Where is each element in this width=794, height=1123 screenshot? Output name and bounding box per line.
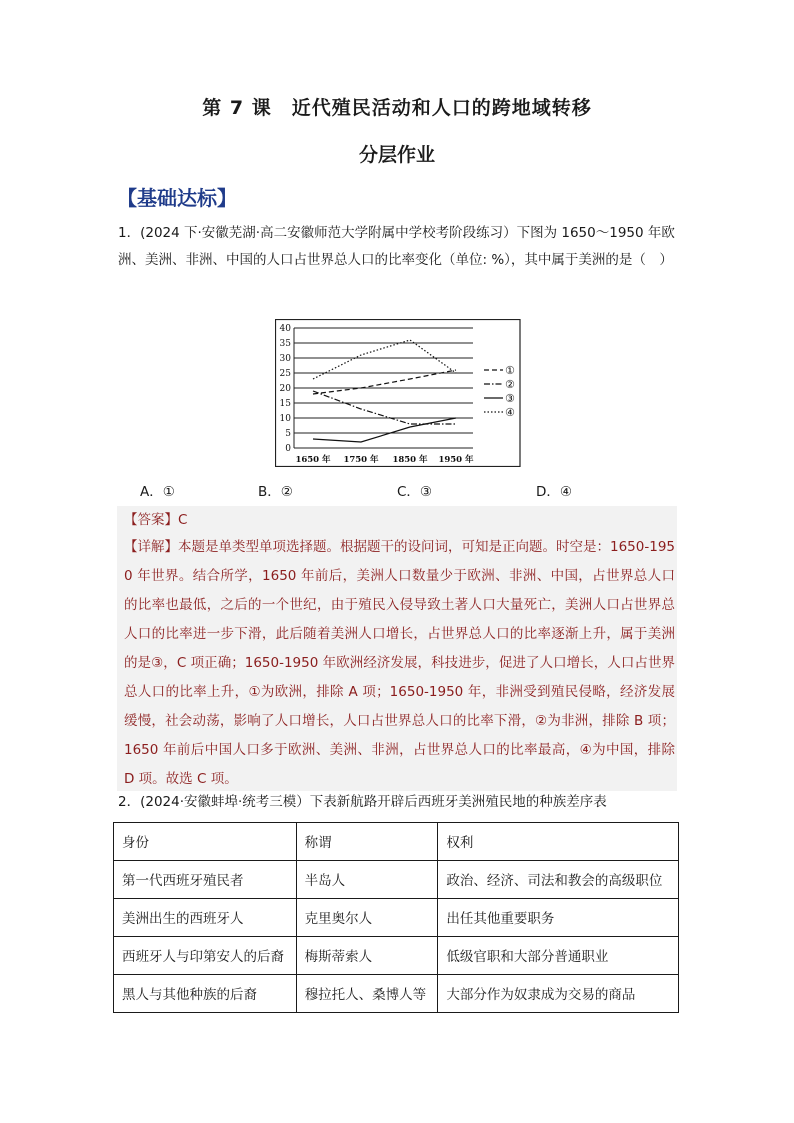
x-tick-label: 1650 年 — [295, 455, 331, 465]
answer-label: 【答案】C — [124, 512, 188, 528]
y-tick-label: 5 — [285, 429, 291, 439]
y-tick-label: 10 — [279, 414, 291, 424]
chart-svg — [275, 319, 521, 467]
table-cell: 出任其他重要职务 — [438, 899, 679, 937]
population-share-chart — [275, 319, 521, 467]
table-cell: 梅斯蒂索人 — [296, 937, 438, 975]
question-1-stem: 1．(2024 下·安徽芜湖·高二安徽师范大学附属中学校考阶段练习）下图为 1650～1950 年欧洲、美洲、非洲、中国的人口占世界总人口的比率变化（单位: %），其中属于美洲的是（ ） — [118, 225, 675, 268]
page-subtitle: 分层作业 — [358, 144, 435, 166]
table-row — [114, 937, 679, 975]
legend-label: ③ — [505, 392, 515, 405]
option-b[interactable]: B．② — [258, 484, 293, 500]
caste-table — [113, 822, 679, 1013]
table-cell: 西班牙人与印第安人的后裔 — [114, 937, 297, 975]
answer-explanation: 【详解】本题是单类型单项选择题。根据题干的设问词，可知是正向题。时空是：1650-1950 年世界。结合所学，1650 年前后，美洲人口数量少于欧洲、非洲、中国，占世界总人口的比率也最低，之后的一个世纪，由于殖民入侵导致土著人口大量死亡，美洲人口占世界总人口的比率进一步下滑，此后随着美洲人口增长，占世界总人口的比率逐渐上升，属于美洲的是③，C 项正确；1650-1950 年欧洲经济发展，科技进步，促进了人口增长，人口占世界总人口的比率上升，①为欧洲，排除 A 项；1650-1950 年，非洲受到殖民侵略，经济发展缓慢，社会动荡，影响了人口增长，人口占世界总人口的比率下滑，②为非洲，排除 B 项；1650 年前后中国人口多于欧洲、美洲、非洲，占世界总人口的比率最高，④为中国，排除 D 项。故选 C 项。 — [124, 539, 675, 787]
lesson-title-text: 近代殖民活动和人口的跨地域转移 — [291, 97, 592, 119]
y-tick-label: 20 — [279, 384, 291, 394]
y-tick-label: 35 — [279, 339, 291, 349]
question-2-stem: 2．(2024·安徽蚌埠·统考三模）下表新航路开辟后西班牙美洲殖民地的种族差序表 — [118, 794, 607, 810]
question-1-options — [0, 480, 794, 500]
table-row — [114, 899, 679, 937]
table-cell: 克里奥尔人 — [296, 899, 438, 937]
lesson-number: 第 7 课 — [202, 97, 272, 119]
table-cell: 低级官职和大部分普通职业 — [438, 937, 679, 975]
legend-label: ② — [505, 378, 515, 391]
series-line-2 — [313, 391, 456, 424]
option-d[interactable]: D．④ — [536, 484, 572, 500]
y-tick-label: 0 — [285, 444, 291, 454]
y-tick-label: 30 — [279, 354, 291, 364]
section-heading: 【基础达标】 — [117, 186, 237, 210]
series-line-1 — [313, 370, 456, 394]
table-cell: 政治、经济、司法和教会的高级职位 — [438, 861, 679, 899]
table-header-cell: 称谓 — [296, 823, 438, 861]
option-c[interactable]: C．③ — [397, 484, 433, 500]
x-tick-label: 1850 年 — [392, 455, 428, 465]
table-cell: 大部分作为奴隶成为交易的商品 — [438, 975, 679, 1013]
table-header-cell: 身份 — [114, 823, 297, 861]
table-cell: 半岛人 — [296, 861, 438, 899]
chart-frame — [276, 320, 521, 467]
table-header-row — [114, 823, 679, 861]
lesson-title — [0, 93, 794, 120]
option-a[interactable]: A．① — [140, 484, 175, 500]
table-cell: 第一代西班牙殖民者 — [114, 861, 297, 899]
table-cell: 黑人与其他种族的后裔 — [114, 975, 297, 1013]
y-tick-label: 25 — [279, 369, 291, 379]
legend-label: ① — [505, 364, 515, 377]
table-row — [114, 975, 679, 1013]
table-cell: 美洲出生的西班牙人 — [114, 899, 297, 937]
table-row — [114, 861, 679, 899]
series-line-3 — [313, 418, 456, 442]
x-tick-label: 1750 年 — [343, 455, 379, 465]
y-tick-label: 15 — [279, 399, 291, 409]
y-tick-label: 40 — [279, 324, 291, 334]
legend-label: ④ — [505, 406, 515, 419]
x-tick-label: 1950 年 — [438, 455, 474, 465]
table-cell: 穆拉托人、桑博人等 — [296, 975, 438, 1013]
table-header-cell: 权利 — [438, 823, 679, 861]
